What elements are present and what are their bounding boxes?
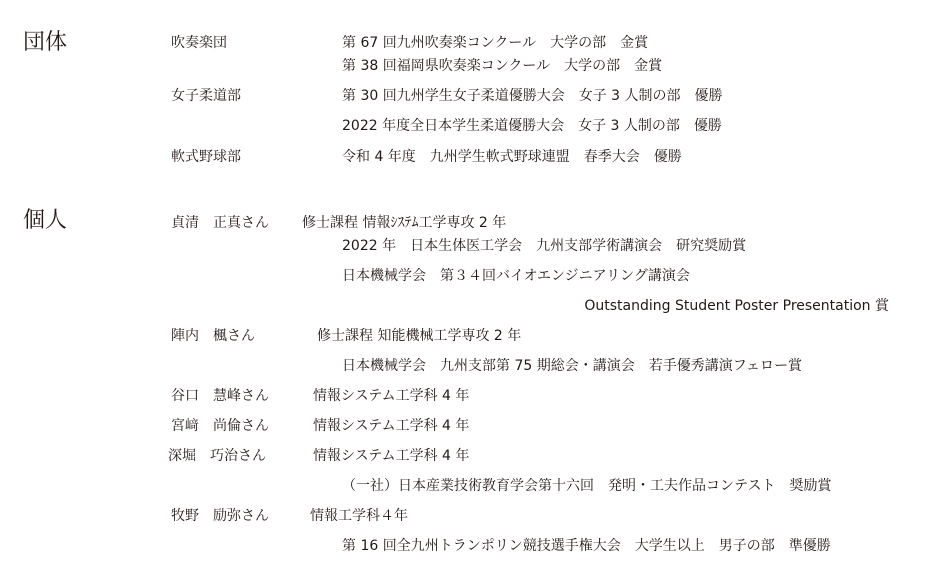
person-name: 貞清 正真さん — [171, 215, 269, 231]
person-affiliation: 修士課程 情報ｼｽﾃﾑ工学専攻 2 年 — [302, 215, 507, 231]
person-affiliation: 情報システム工学科 4 年 — [313, 448, 470, 464]
person-name: 谷口 慧峰さん — [171, 388, 269, 404]
group-award: 令和 4 年度 九州学生軟式野球連盟 春季大会 優勝 — [342, 149, 682, 165]
person-affiliation: 情報工学科４年 — [310, 508, 408, 524]
person-name: 陣内 楓さん — [171, 328, 255, 344]
group-award: 第 67 回九州吹奏楽コンクール 大学の部 金賞 — [342, 35, 649, 51]
person-affiliation: 情報システム工学科 4 年 — [313, 418, 470, 434]
group-name: 吹奏楽団 — [171, 35, 227, 51]
person-award: 日本機械学会 第３４回バイオエンジニアリング講演会 — [342, 268, 690, 284]
person-award: 第 16 回全九州トランポリン競技選手権大会 大学生以上 男子の部 準優勝 — [342, 538, 831, 554]
person-award: 2022 年 日本生体医工学会 九州支部学術講演会 研究奨励賞 — [342, 238, 747, 254]
group-name: 女子柔道部 — [171, 88, 241, 104]
person-award: Outstanding Student Poster Presentation 賞 — [584, 298, 889, 314]
person-affiliation: 情報システム工学科 4 年 — [313, 388, 470, 404]
group-award: 第 30 回九州学生女子柔道優勝大会 女子 3 人制の部 優勝 — [342, 88, 723, 104]
group-award: 第 38 回福岡県吹奏楽コンクール 大学の部 金賞 — [342, 58, 663, 74]
group-name: 軟式野球部 — [171, 149, 241, 165]
person-name: 牧野 励弥さん — [171, 508, 269, 524]
person-name: 深堀 巧治さん — [168, 448, 266, 464]
person-award: （一社）日本産業技術教育学会第十六回 発明・工夫作品コンテスト 奨励賞 — [342, 478, 832, 494]
section-heading-group: 団体 — [23, 30, 68, 55]
group-award: 2022 年度全日本学生柔道優勝大会 女子 3 人制の部 優勝 — [342, 118, 722, 134]
section-heading-individual: 個人 — [23, 208, 68, 233]
person-affiliation: 修士課程 知能機械工学専攻 2 年 — [317, 328, 522, 344]
person-name: 宮﨑 尚倫さん — [171, 418, 269, 434]
person-award: 日本機械学会 九州支部第 75 期総会・講演会 若手優秀講演フェロー賞 — [342, 358, 803, 374]
